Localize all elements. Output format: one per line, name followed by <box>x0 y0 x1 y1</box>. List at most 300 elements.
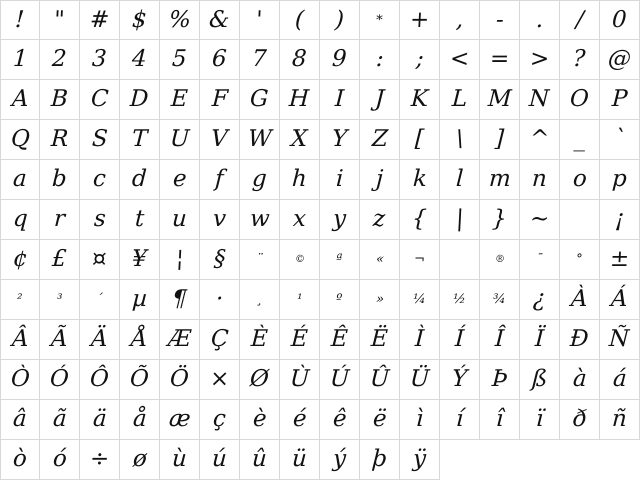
glyph: ´ <box>95 292 104 307</box>
glyph-cell[interactable] <box>480 120 520 160</box>
glyph-cell[interactable] <box>240 80 280 120</box>
glyph: û <box>251 446 268 472</box>
glyph-cell[interactable] <box>200 40 240 80</box>
glyph-cell[interactable] <box>240 440 280 480</box>
glyph-cell[interactable] <box>600 0 640 40</box>
glyph-cell[interactable] <box>120 200 160 240</box>
glyph-cell[interactable] <box>360 440 400 480</box>
glyph-cell[interactable] <box>320 440 360 480</box>
glyph-cell[interactable] <box>280 360 320 400</box>
glyph: Ï <box>534 326 545 352</box>
glyph: r <box>53 206 66 232</box>
glyph-cell[interactable] <box>0 440 40 480</box>
glyph: | <box>454 206 465 232</box>
glyph: } <box>491 206 508 232</box>
glyph: B <box>50 86 69 112</box>
glyph-cell[interactable] <box>560 80 600 120</box>
glyph-cell[interactable] <box>240 360 280 400</box>
glyph: p <box>611 166 628 192</box>
glyph-cell[interactable] <box>160 440 200 480</box>
glyph-cell[interactable] <box>80 400 120 440</box>
glyph-cell[interactable] <box>120 80 160 120</box>
glyph-cell[interactable] <box>560 400 600 440</box>
glyph: V <box>210 126 229 152</box>
glyph: 6 <box>211 46 228 72</box>
glyph-cell[interactable] <box>200 120 240 160</box>
glyph-cell[interactable] <box>160 40 200 80</box>
glyph: à <box>571 366 588 392</box>
glyph-cell[interactable] <box>40 0 80 40</box>
glyph-cell[interactable] <box>440 0 480 40</box>
glyph-cell[interactable] <box>360 280 400 320</box>
glyph: ~ <box>529 206 550 232</box>
glyph-cell[interactable] <box>360 120 400 160</box>
glyph-cell[interactable] <box>0 280 40 320</box>
glyph-cell[interactable] <box>480 240 520 280</box>
glyph-cell[interactable] <box>320 200 360 240</box>
glyph: . <box>535 6 544 33</box>
glyph-cell[interactable] <box>280 40 320 80</box>
glyph-cell[interactable] <box>280 400 320 440</box>
glyph-cell[interactable] <box>600 360 640 400</box>
glyph-cell[interactable] <box>480 360 520 400</box>
glyph: \ <box>454 126 465 152</box>
glyph-cell[interactable] <box>360 320 400 360</box>
glyph-cell[interactable] <box>120 440 160 480</box>
glyph: , <box>455 6 464 33</box>
glyph: d <box>131 166 148 192</box>
glyph: « <box>375 252 384 267</box>
glyph: S <box>90 126 109 152</box>
glyph-cell[interactable] <box>520 360 560 400</box>
glyph-cell[interactable] <box>200 160 240 200</box>
glyph-cell[interactable] <box>360 240 400 280</box>
glyph-cell[interactable] <box>160 200 200 240</box>
glyph-cell[interactable] <box>440 40 480 80</box>
glyph: y <box>332 206 347 232</box>
glyph-cell[interactable] <box>320 320 360 360</box>
glyph: Ë <box>370 326 389 352</box>
glyph: ê <box>332 406 348 432</box>
glyph-cell[interactable] <box>120 280 160 320</box>
glyph-cell[interactable] <box>480 200 520 240</box>
glyph-cell[interactable] <box>400 160 440 200</box>
glyph-cell[interactable] <box>280 440 320 480</box>
glyph-cell[interactable] <box>440 120 480 160</box>
glyph-cell[interactable] <box>600 40 640 80</box>
glyph-cell[interactable] <box>80 320 120 360</box>
glyph-cell[interactable] <box>440 360 480 400</box>
glyph-cell[interactable] <box>200 80 240 120</box>
glyph: k <box>411 166 428 192</box>
glyph-cell[interactable] <box>440 240 480 280</box>
glyph: Ð <box>569 326 590 352</box>
glyph: i <box>335 166 344 192</box>
glyph: Y <box>331 126 348 152</box>
glyph-cell[interactable] <box>560 120 600 160</box>
glyph-cell[interactable] <box>240 280 280 320</box>
glyph: C <box>90 86 110 112</box>
glyph-cell[interactable] <box>0 0 40 40</box>
empty-cell <box>600 440 640 480</box>
glyph: £ <box>51 246 68 272</box>
glyph: ä <box>91 406 108 432</box>
glyph-cell[interactable] <box>400 80 440 120</box>
glyph-cell[interactable] <box>400 200 440 240</box>
glyph: E <box>170 86 189 112</box>
glyph-cell[interactable] <box>240 400 280 440</box>
glyph-cell[interactable] <box>560 200 600 240</box>
glyph-cell[interactable] <box>320 240 360 280</box>
glyph: - <box>494 6 505 33</box>
glyph-cell[interactable] <box>80 200 120 240</box>
glyph: & <box>208 6 231 33</box>
glyph-cell[interactable] <box>0 240 40 280</box>
glyph-cell[interactable] <box>280 280 320 320</box>
glyph-cell[interactable] <box>120 320 160 360</box>
glyph-cell[interactable] <box>440 320 480 360</box>
glyph: ã <box>51 406 68 432</box>
glyph: ( <box>294 6 305 33</box>
glyph-cell[interactable] <box>80 360 120 400</box>
glyph: ë <box>372 406 388 432</box>
glyph: ¯ <box>535 252 544 267</box>
glyph-cell[interactable] <box>80 120 120 160</box>
glyph-cell[interactable] <box>0 400 40 440</box>
glyph-cell[interactable] <box>80 40 120 80</box>
glyph-cell[interactable] <box>360 400 400 440</box>
glyph: 4 <box>131 46 148 72</box>
glyph: < <box>449 46 470 72</box>
glyph-cell[interactable] <box>40 80 80 120</box>
glyph-cell[interactable] <box>560 280 600 320</box>
glyph-cell[interactable] <box>160 400 200 440</box>
glyph: t <box>134 206 145 232</box>
glyph: ý <box>332 446 347 472</box>
glyph: ¨ <box>255 252 264 267</box>
glyph-cell[interactable] <box>40 360 80 400</box>
glyph-cell[interactable] <box>160 0 200 40</box>
glyph-cell[interactable] <box>600 120 640 160</box>
glyph-cell[interactable] <box>480 160 520 200</box>
glyph: Á <box>610 286 629 312</box>
glyph-cell[interactable] <box>600 400 640 440</box>
glyph-cell[interactable] <box>120 40 160 80</box>
glyph-cell[interactable] <box>40 280 80 320</box>
glyph-cell[interactable] <box>80 160 120 200</box>
glyph: § <box>213 246 226 272</box>
glyph-cell[interactable] <box>240 320 280 360</box>
glyph-cell[interactable] <box>520 240 560 280</box>
glyph-cell[interactable] <box>560 360 600 400</box>
glyph: È <box>250 326 269 352</box>
glyph-cell[interactable] <box>320 400 360 440</box>
glyph-cell[interactable] <box>400 0 440 40</box>
glyph: ª <box>336 252 343 267</box>
glyph: D <box>129 86 150 112</box>
glyph-cell[interactable] <box>520 40 560 80</box>
glyph-cell[interactable] <box>0 120 40 160</box>
glyph-cell[interactable] <box>480 0 520 40</box>
glyph: Ü <box>409 366 430 392</box>
glyph-cell[interactable] <box>200 320 240 360</box>
glyph-cell[interactable] <box>520 120 560 160</box>
glyph: h <box>291 166 308 192</box>
glyph-cell[interactable] <box>440 400 480 440</box>
glyph-cell[interactable] <box>0 360 40 400</box>
glyph-cell[interactable] <box>360 0 400 40</box>
glyph-cell[interactable] <box>520 320 560 360</box>
glyph: ² <box>16 292 24 307</box>
glyph: 1 <box>12 46 29 72</box>
glyph-cell[interactable] <box>280 240 320 280</box>
glyph: @ <box>607 46 632 72</box>
glyph: # <box>89 6 110 33</box>
glyph-cell[interactable] <box>160 320 200 360</box>
glyph-cell[interactable] <box>320 360 360 400</box>
glyph: ì <box>415 406 424 432</box>
glyph-cell[interactable] <box>400 240 440 280</box>
glyph: / <box>574 6 585 33</box>
glyph-cell[interactable] <box>440 200 480 240</box>
glyph: 2 <box>51 46 68 72</box>
glyph: K <box>410 86 429 112</box>
glyph-cell[interactable] <box>200 240 240 280</box>
glyph-cell[interactable] <box>160 80 200 120</box>
glyph-cell[interactable] <box>0 320 40 360</box>
glyph-cell[interactable] <box>0 200 40 240</box>
glyph-cell[interactable] <box>120 0 160 40</box>
glyph: ¹ <box>296 292 303 307</box>
glyph-cell[interactable] <box>320 40 360 80</box>
glyph-cell[interactable] <box>360 160 400 200</box>
glyph: Q <box>9 126 31 152</box>
glyph-cell[interactable] <box>120 400 160 440</box>
glyph-cell[interactable] <box>520 80 560 120</box>
glyph: G <box>249 86 270 112</box>
glyph: + <box>409 6 430 33</box>
glyph-cell[interactable] <box>200 400 240 440</box>
glyph: Ö <box>169 366 190 392</box>
glyph-cell[interactable] <box>80 0 120 40</box>
glyph-cell[interactable] <box>480 80 520 120</box>
glyph: × <box>209 366 230 392</box>
glyph-cell[interactable] <box>440 160 480 200</box>
glyph-cell[interactable] <box>400 320 440 360</box>
glyph-cell[interactable] <box>40 40 80 80</box>
glyph: Ä <box>90 326 109 352</box>
glyph-cell[interactable] <box>600 320 640 360</box>
glyph: w <box>249 206 271 232</box>
glyph: Õ <box>129 366 150 392</box>
glyph-cell[interactable] <box>160 360 200 400</box>
glyph: Û <box>369 366 390 392</box>
glyph-cell[interactable] <box>280 120 320 160</box>
glyph-cell[interactable] <box>40 240 80 280</box>
glyph-cell[interactable] <box>160 280 200 320</box>
glyph: F <box>210 86 229 112</box>
glyph: % <box>167 6 192 33</box>
glyph: v <box>212 206 227 232</box>
glyph-cell[interactable] <box>400 440 440 480</box>
glyph: 9 <box>331 46 348 72</box>
glyph-cell[interactable] <box>240 0 280 40</box>
glyph-cell[interactable] <box>120 360 160 400</box>
glyph-cell[interactable] <box>40 440 80 480</box>
glyph-cell[interactable] <box>160 240 200 280</box>
glyph: { <box>411 206 428 232</box>
glyph-cell[interactable] <box>280 0 320 40</box>
glyph-cell[interactable] <box>200 0 240 40</box>
glyph-cell[interactable] <box>320 80 360 120</box>
glyph-cell[interactable] <box>40 200 80 240</box>
glyph-cell[interactable] <box>520 200 560 240</box>
glyph-cell[interactable] <box>240 40 280 80</box>
glyph: ; <box>414 46 425 72</box>
glyph: ï <box>535 406 544 432</box>
glyph: Î <box>494 326 505 352</box>
glyph-cell[interactable] <box>600 240 640 280</box>
glyph-cell[interactable] <box>200 200 240 240</box>
glyph: m <box>487 166 512 192</box>
glyph-cell[interactable] <box>0 80 40 120</box>
glyph-cell[interactable] <box>320 160 360 200</box>
glyph: c <box>92 166 107 192</box>
glyph-cell[interactable] <box>240 240 280 280</box>
glyph-cell[interactable] <box>120 120 160 160</box>
glyph: ³ <box>56 292 63 307</box>
glyph: " <box>53 6 66 33</box>
glyph-cell[interactable] <box>320 280 360 320</box>
glyph-cell[interactable] <box>320 0 360 40</box>
glyph-cell[interactable] <box>80 240 120 280</box>
glyph-cell[interactable] <box>280 160 320 200</box>
glyph-cell[interactable] <box>360 80 400 120</box>
glyph-cell[interactable] <box>360 360 400 400</box>
glyph: ' <box>255 6 264 33</box>
glyph <box>459 252 460 267</box>
glyph: Ç <box>210 326 230 352</box>
glyph-cell[interactable] <box>560 320 600 360</box>
glyph: Z <box>370 126 389 152</box>
glyph-cell[interactable] <box>240 200 280 240</box>
glyph-cell[interactable] <box>600 280 640 320</box>
glyph: î <box>495 406 504 432</box>
glyph: W <box>247 126 273 152</box>
glyph-cell[interactable] <box>600 160 640 200</box>
glyph-cell[interactable] <box>520 400 560 440</box>
empty-cell <box>480 440 520 480</box>
glyph-cell[interactable] <box>80 280 120 320</box>
glyph: ñ <box>611 406 628 432</box>
glyph-cell[interactable] <box>280 200 320 240</box>
glyph-cell[interactable] <box>480 280 520 320</box>
glyph: q <box>11 206 29 232</box>
glyph-cell[interactable] <box>200 440 240 480</box>
glyph-cell[interactable] <box>80 440 120 480</box>
glyph-cell[interactable] <box>40 320 80 360</box>
glyph: ó <box>51 446 68 472</box>
glyph-cell[interactable] <box>120 240 160 280</box>
glyph-cell[interactable] <box>400 120 440 160</box>
glyph: ¾ <box>492 292 507 307</box>
glyph: ¬ <box>413 252 426 267</box>
glyph: T <box>131 126 148 152</box>
glyph: f <box>214 166 225 192</box>
glyph-cell[interactable] <box>400 360 440 400</box>
glyph: þ <box>371 446 388 472</box>
glyph: ± <box>609 246 630 272</box>
glyph: ¢ <box>12 246 29 272</box>
glyph-cell[interactable] <box>480 40 520 80</box>
glyph-cell[interactable] <box>400 280 440 320</box>
glyph-cell[interactable] <box>560 160 600 200</box>
glyph-cell[interactable] <box>360 40 400 80</box>
glyph: Å <box>130 326 149 352</box>
glyph: ^ <box>529 126 550 152</box>
glyph-cell[interactable] <box>40 400 80 440</box>
glyph-cell[interactable] <box>520 160 560 200</box>
glyph: Ò <box>9 366 31 392</box>
glyph-cell[interactable] <box>40 120 80 160</box>
glyph-cell[interactable] <box>520 280 560 320</box>
glyph-cell[interactable] <box>80 80 120 120</box>
glyph: º <box>336 292 343 307</box>
glyph: e <box>172 166 188 192</box>
glyph-cell[interactable] <box>120 160 160 200</box>
glyph-cell[interactable] <box>320 120 360 160</box>
glyph: b <box>51 166 68 192</box>
glyph-cell[interactable] <box>560 240 600 280</box>
glyph-cell[interactable] <box>280 80 320 120</box>
glyph-cell[interactable] <box>160 160 200 200</box>
glyph-cell[interactable] <box>280 320 320 360</box>
glyph: ç <box>212 406 227 432</box>
glyph-cell[interactable] <box>40 160 80 200</box>
glyph-cell[interactable] <box>560 0 600 40</box>
glyph: o <box>571 166 588 192</box>
glyph: É <box>290 326 309 352</box>
glyph-cell[interactable] <box>440 280 480 320</box>
glyph-cell[interactable] <box>0 160 40 200</box>
glyph: ) <box>334 6 345 33</box>
glyph-cell[interactable] <box>520 0 560 40</box>
glyph-cell[interactable] <box>600 80 640 120</box>
glyph: ! <box>14 6 26 33</box>
glyph-cell[interactable] <box>440 80 480 120</box>
glyph-cell[interactable] <box>200 280 240 320</box>
glyph: s <box>92 206 107 232</box>
glyph-cell[interactable] <box>600 200 640 240</box>
glyph-cell[interactable] <box>240 160 280 200</box>
glyph: 3 <box>91 46 108 72</box>
glyph: A <box>11 86 30 112</box>
glyph-cell[interactable] <box>240 120 280 160</box>
glyph-cell[interactable] <box>200 360 240 400</box>
glyph: Ó <box>49 366 70 392</box>
glyph: á <box>611 366 628 392</box>
glyph-cell[interactable] <box>0 40 40 80</box>
glyph: é <box>292 406 308 432</box>
glyph-cell[interactable] <box>360 200 400 240</box>
glyph-cell[interactable] <box>480 320 520 360</box>
glyph: Þ <box>491 366 508 392</box>
glyph-cell[interactable] <box>160 120 200 160</box>
glyph-cell[interactable] <box>400 40 440 80</box>
glyph-cell[interactable] <box>560 40 600 80</box>
glyph-cell[interactable] <box>480 400 520 440</box>
glyph-cell[interactable] <box>400 400 440 440</box>
